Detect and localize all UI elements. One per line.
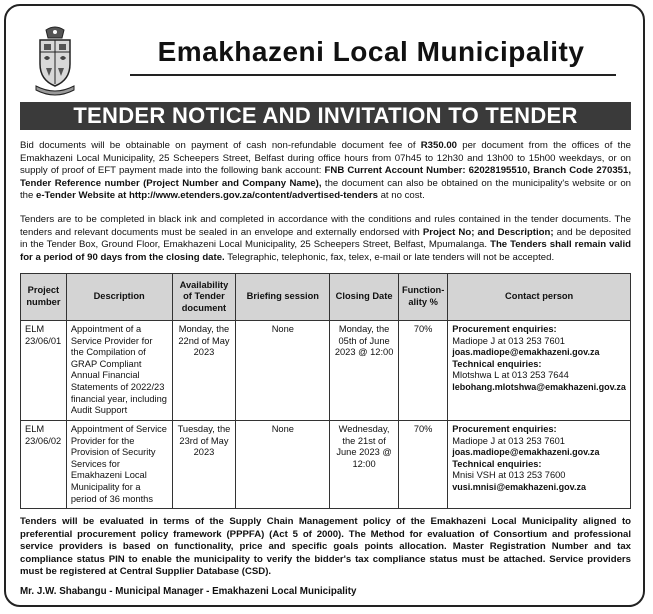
procurement-contact: Madiope J at 013 253 7601 bbox=[452, 435, 565, 446]
evaluation-paragraph: Tenders will be evaluated in terms of the Supply Chain Management policy of the Emakhazeni Local Municipality aligned to preferential procurement policy framework (PPPFA) (Act 5 of 2000). The Method for evaluation of Consortium and professional service providers is based on functionality, price and specific goals points allocation. Master Registration Number and tax compliance status PIN to enable the municipality to verify the bidder's tax compliance status must be attached. Service providers must be registered at Central Supplier Database (CSD). bbox=[20, 516, 631, 578]
functionality: 70% bbox=[398, 421, 447, 509]
technical-contact: Mnisi VSH at 013 253 7600 bbox=[452, 470, 566, 481]
technical-heading: Technical enquiries: bbox=[452, 358, 542, 369]
header-closing-date: Closing Date bbox=[330, 274, 399, 321]
header-briefing-session: Briefing session bbox=[236, 274, 330, 321]
technical-heading: Technical enquiries: bbox=[452, 458, 542, 469]
procurement-heading: Procurement enquiries: bbox=[452, 424, 557, 434]
tender-table bbox=[20, 273, 631, 509]
description: Appointment of Service Provider for the Provision of Security Services for Emakhazeni Local Municipality for a period of 36 months bbox=[66, 421, 172, 509]
header-functionality: Function-ality % bbox=[398, 274, 447, 321]
procurement-contact: Madiope J at 013 253 7601 bbox=[452, 335, 565, 346]
procurement-email: joas.madiope@emakhazeni.gov.za bbox=[452, 347, 600, 358]
municipal-coat-of-arms-icon bbox=[32, 24, 78, 98]
description: Appointment of a Service Provider for the Compilation of GRAP Compliant Annual Financial Statements of 2022/23 financial year, including Audit Support bbox=[66, 321, 172, 421]
closing-date: Monday, the 05th of June 2023 @ 12:00 bbox=[330, 321, 399, 421]
project-number: ELM 23/06/02 bbox=[21, 421, 67, 509]
notice-banner: TENDER NOTICE AND INVITATION TO TENDER bbox=[20, 102, 631, 130]
technical-contact: Mlotshwa L at 013 253 7644 bbox=[452, 370, 569, 381]
contact-person bbox=[448, 421, 631, 509]
header-availability: Availability of Tender document bbox=[172, 274, 236, 321]
table-row bbox=[21, 421, 631, 509]
table-row bbox=[21, 321, 631, 421]
procurement-heading: Procurement enquiries: bbox=[452, 324, 557, 334]
header-description: Description bbox=[66, 274, 172, 321]
technical-email: vusi.mnisi@emakhazeni.gov.za bbox=[452, 481, 586, 492]
municipality-name: Emakhazeni Local Municipality bbox=[157, 36, 585, 67]
document-fee-paragraph: Bid documents will be obtainable on payment of cash non-refundable document fee of R350.00 per document from the offices of the Emakhazeni Local Municipality, 25 Scheepers Street, Belfast during office hours from 07h45 to 12h30 and 13h00 to 15h00 weekdays, or on supply of proof of EFT payment made into the following bank account: FNB Current Account Number: 62028195510, Branch Code 270351, Tender Reference number (Project Number and Company Name), the document can also be obtained on the municipality's website or on the e-Tender Website at http://www.etenders.gov.za/content/advertised-tenders at no cost. bbox=[20, 140, 631, 202]
briefing-session: None bbox=[236, 421, 330, 509]
contact-person bbox=[448, 321, 631, 421]
header-contact-person: Contact person bbox=[448, 274, 631, 321]
header-project-number: Project number bbox=[21, 274, 67, 321]
availability: Tuesday, the 23rd of May 2023 bbox=[172, 421, 236, 509]
briefing-session: None bbox=[236, 321, 330, 421]
signatory-line: Mr. J.W. Shabangu - Municipal Manager - Emakhazeni Local Municipality bbox=[20, 586, 357, 597]
functionality: 70% bbox=[398, 321, 447, 421]
project-number: ELM 23/06/01 bbox=[21, 321, 67, 421]
title-underline bbox=[130, 74, 616, 76]
table-header-row bbox=[21, 274, 631, 321]
closing-date: Wednesday, the 21st of June 2023 @ 12:00 bbox=[330, 421, 399, 509]
submission-rules-paragraph: Tenders are to be completed in black ink and completed in accordance with the conditions and rules contained in the tender documents. The tenders and relevant documents must be sealed in an envelope and externally endorsed with Project No; and Description; and be deposited in the Tender Box, Ground Floor, Emakhazeni Local Municipality, 25 Scheepers Street, Belfast, Mpumalanga. The Tenders shall remain valid for a period of 90 days from the closing date. Telegraphic, telephonic, fax, telex, e-mail or late tenders will not be accepted. bbox=[20, 214, 632, 263]
availability: Monday, the 22nd of May 2023 bbox=[172, 321, 236, 421]
tender-notice bbox=[4, 4, 645, 607]
procurement-email: joas.madiope@emakhazeni.gov.za bbox=[452, 447, 600, 458]
technical-email: lebohang.mlotshwa@emakhazeni.gov.za bbox=[452, 381, 626, 392]
